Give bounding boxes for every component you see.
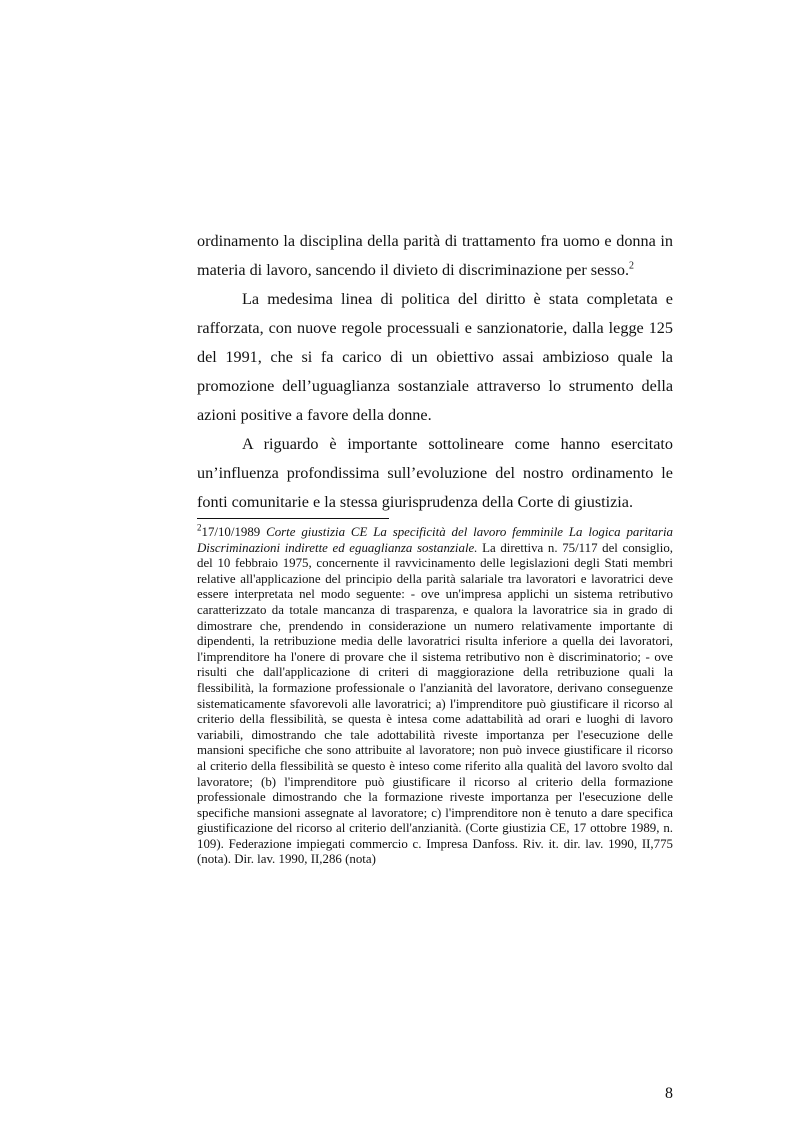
paragraph-2: La medesima linea di politica del diritto è stata completata e rafforzata, con nuove regole processuali e sanzionatorie, dalla legge 125 del 1991, che si fa carico di un obiettivo assai ambizioso quale la promozione dell’uguaglianza sostanziale attraverso lo strumento della azioni positive a favore della donne. xyxy=(197,290,673,424)
body-text xyxy=(197,227,673,517)
footnote-mark: 2 xyxy=(197,522,202,533)
page-number: 8 xyxy=(665,1085,673,1102)
footnote-text: La direttiva n. 75/117 del consiglio, del 10 febbraio 1975, concernente il ravvicinamento delle legislazioni degli Stati membri relative all'applicazione del principio della parità salariale tra lavoratori e lavoratrici deve essere interpretata nel modo seguente: - ove un'impresa applichi un sistema retributivo caratterizzato da totale mancanza di trasparenza, e qualora la lavoratrice sia in grado di dimostrare che, prendendo in considerazione un numero relativamente importante di dipendenti, la retribuzione media delle lavoratrici risulta inferiore a quella dei lavoratori, l'imprenditore ha l'onere di provare che il sistema retributivo non è discriminatorio; - ove risulti che dall'applicazione di criteri di maggiorazione della retribuzione quali la flessibilità, la formazione professionale o l'anzianità del lavoratore, derivano conseguenze sistematicamente sfavorevoli alle lavoratrici; a) l'imprenditore può giustificare il ricorso al criterio della flessibilità, se questa è intesa come adattabilità ad orari e luoghi di lavoro variabili, dimostrando che tale adottabilità riveste importanza per l'esecuzione delle mansioni specifiche che sono attribuite al lavoratore; non può invece giustificare il ricorso al criterio della flessibilità se questo è inteso come riferito alla qualità del lavoro svolto dal lavoratore; (b) l'imprenditore può giustificare il ricorso al criterio della formazione professionale dimostrando che la formazione riveste importanza per l'esecuzione delle specifiche mansioni assegnate al lavoratore; c) l'imprenditore non è tenuto a dare specifica giustificazione del ricorso al criterio dell'anzianità. (Corte giustizia CE, 17 ottobre 1989, n. 109). Federazione impiegati commercio c. Impresa Danfoss. Riv. it. dir. lav. 1990, II,775 (nota). Dir. lav. 1990, II,286 (nota) xyxy=(197,540,673,867)
paragraph-1 xyxy=(197,227,673,285)
paragraph-3: A riguardo è importante sottolineare come hanno esercitato un’influenza profondissima sull’evoluzione del nostro ordinamento le fonti comunitarie e la stessa giurisprudenza della Corte di giustizia. xyxy=(197,435,673,511)
paragraph-1-text: ordinamento la disciplina della parità di trattamento fra uomo e donna in materia di lavoro, sancendo il divieto di discriminazione per sesso. xyxy=(197,232,673,279)
footnote-separator xyxy=(197,518,389,519)
footnote-reference[interactable]: 2 xyxy=(629,260,634,272)
footnote xyxy=(197,522,673,868)
footnote-title: Corte giustizia CE La specificità del lavoro femminile La logica paritaria Discriminazioni indirette ed eguaglianza sostanziale. xyxy=(197,525,673,555)
footnote-date: 17/10/1989 xyxy=(201,525,267,539)
